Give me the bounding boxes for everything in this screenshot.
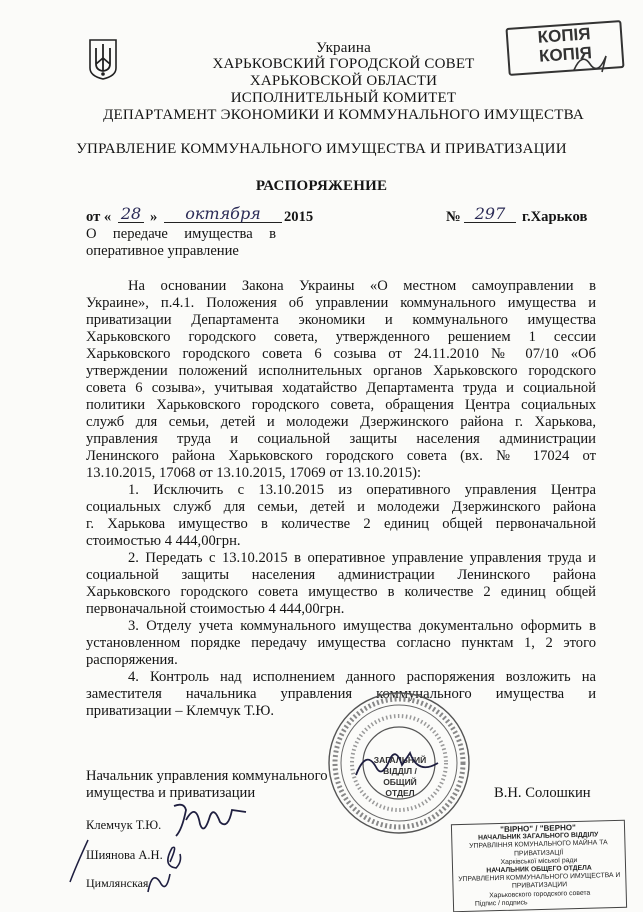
date-day: 28 xyxy=(118,205,144,223)
item-line: приватизации – Клемчук Т.Ю. xyxy=(86,703,275,719)
approval-shiyanova: Шиянова А.Н. xyxy=(86,848,163,862)
subject-block xyxy=(86,226,276,260)
copy-stamp-line1: КОПІЯ xyxy=(537,24,592,47)
seal-line1: ЗАГАЛЬНИЙ xyxy=(373,755,427,765)
date-mid: » xyxy=(150,209,158,225)
preamble-line: политики Харьковского городского совета, обращения Центра социальных xyxy=(86,397,596,413)
number-sign: № xyxy=(446,209,461,225)
verification-stamp xyxy=(451,820,627,912)
document-body xyxy=(86,278,596,720)
date-prefix: от « xyxy=(86,209,112,225)
preamble-line: Харьковского городского совета, утвержденного решением 1 сессии xyxy=(86,329,596,345)
preamble-line: Ленинского района Харьковского городского совета (вх. № 17024 от xyxy=(86,448,596,464)
item-line: заместителя начальника управления коммунального имущества и xyxy=(86,686,596,702)
item-line: г. Харькова имущество в количестве 2 единиц общей первоначальной xyxy=(86,516,596,532)
item-1-paragraph xyxy=(86,482,596,550)
preamble-line: приватизации Департамента экономики и коммунального имущества xyxy=(86,312,596,328)
item-line: распоряжения. xyxy=(86,652,178,668)
date-year: 2015 xyxy=(284,209,314,225)
header-country: Украина xyxy=(316,40,371,56)
header-office: УПРАВЛЕНИЕ КОММУНАЛЬНОГО ИМУЩЕСТВА И ПРИВАТИЗАЦИИ xyxy=(76,141,567,157)
item-line: социальных служб для семьи, детей и молодежи Дзержинского района xyxy=(86,499,596,515)
item-3-paragraph xyxy=(86,618,596,669)
subject-line1: О передаче имущества в xyxy=(86,226,276,242)
item-line: первоначальной стоимостью 4 444,00грн. xyxy=(86,601,345,617)
verify-line7: Харьковского городского совета xyxy=(489,889,591,899)
seal-line2: ВІДДІЛ / xyxy=(383,766,417,776)
subject-line2: оперативное управление xyxy=(86,243,239,259)
copy-stamp-line2: КОПІЯ xyxy=(538,43,593,66)
header-department: ДЕПАРТАМЕНТ ЭКОНОМИКИ И КОММУНАЛЬНОГО ИМУЩЕСТВА xyxy=(103,107,584,123)
item-line: 2. Передать с 13.10.2015 в оперативное управление управления труда и xyxy=(128,550,596,566)
verify-line2: НАЧАЛЬНИК ЗАГАЛЬНОГО ВІДДІЛУ xyxy=(478,831,599,842)
verify-line3: УПРАВЛІННЯ КОМУНАЛЬНОГО МАЙНА ТА ПРИВАТИЗАЦІЇ xyxy=(469,839,608,858)
seal-line3: ОБЩИЙ ОТДЕЛ xyxy=(383,777,417,798)
verify-line1: "ВІРНО" / "ВЕРНО" xyxy=(500,823,576,835)
document-number: 297 xyxy=(464,205,516,223)
verify-line4: Харківської міської ради xyxy=(500,856,578,866)
preamble-line: Украине», п.4.1. Положения об управлении коммунального имущества и xyxy=(86,295,596,311)
date-month: октября xyxy=(164,205,282,223)
date-number-line xyxy=(86,204,606,227)
verify-line5: НАЧАЛЬНИК ОБЩЕГО ОТДЕЛА xyxy=(486,864,592,875)
preamble-line: совета 6 созыва», учитывая ходатайство Департамента труда и социальной xyxy=(86,380,596,396)
preamble-line: служб для семьи, детей и молодежи Дзержинского района г. Харькова, xyxy=(86,414,596,430)
approval-klemchuk: Клемчук Т.Ю. xyxy=(86,818,162,832)
item-2-paragraph xyxy=(86,550,596,618)
signatory-title-line1: Начальник управления коммунального xyxy=(86,768,328,784)
header-committee: ИСПОЛНИТЕЛЬНЫЙ КОМИТЕТ xyxy=(230,90,457,106)
preamble-line: 13.10.2015, 17068 от 13.10.2015, 17069 от 13.10.2015): xyxy=(86,465,422,481)
item-line: Харьковского городского совета имущество в количестве 2 единиц общей xyxy=(86,584,596,600)
verify-line8: Підпис / подпись xyxy=(474,899,528,908)
item-line: 1. Исключить с 13.10.2015 из оперативного управления Центра xyxy=(128,482,596,498)
document-type-title: РАСПОРЯЖЕНИЕ xyxy=(255,178,388,194)
approval-tsimlyanskaya: Цимлянская xyxy=(86,876,149,890)
item-line: 4. Контроль над исполнением данного распоряжения возложить на xyxy=(128,669,596,685)
preamble-line: На основании Закона Украины «О местном самоуправлении в xyxy=(128,278,596,294)
item-line: установленном порядке передачу имущества согласно пунктам 1, 2 этого xyxy=(86,635,596,651)
preamble-line: Харьковского городского совета 6 созыва от 24.11.2010 № 07/10 «Об xyxy=(86,346,596,362)
verify-line6: УПРАВЛЕНИЯ КОММУНАЛЬНОГО ИМУЩЕСТВА И ПРИВАТИЗАЦИИ xyxy=(458,872,621,891)
item-line: 3. Отделу учета коммунального имущества документально оформить в xyxy=(128,618,596,634)
preamble-line: управления труда и социальной защиты населения администрации xyxy=(86,431,596,447)
header-region: ХАРЬКОВСКОЙ ОБЛАСТИ xyxy=(249,73,438,89)
preamble-line: утверждении положений исполнительных органов Харьковского городского xyxy=(86,363,596,379)
signatory-name: В.Н. Солошкин xyxy=(494,785,591,801)
item-line: социальной защиты населения администрации Ленинского района xyxy=(86,567,596,583)
document-city: г.Харьков xyxy=(522,209,588,225)
item-line: стоимостью 4 444,00грн. xyxy=(86,533,241,549)
director-signature-icon xyxy=(352,745,442,785)
tsimlyanskaya-signature-icon xyxy=(144,864,174,900)
preamble-paragraph xyxy=(86,278,596,482)
signatory-title-line2: имущества и приватизации xyxy=(86,785,256,801)
header-council: ХАРЬКОВСКИЙ ГОРОДСКОЙ СОВЕТ xyxy=(212,56,475,72)
